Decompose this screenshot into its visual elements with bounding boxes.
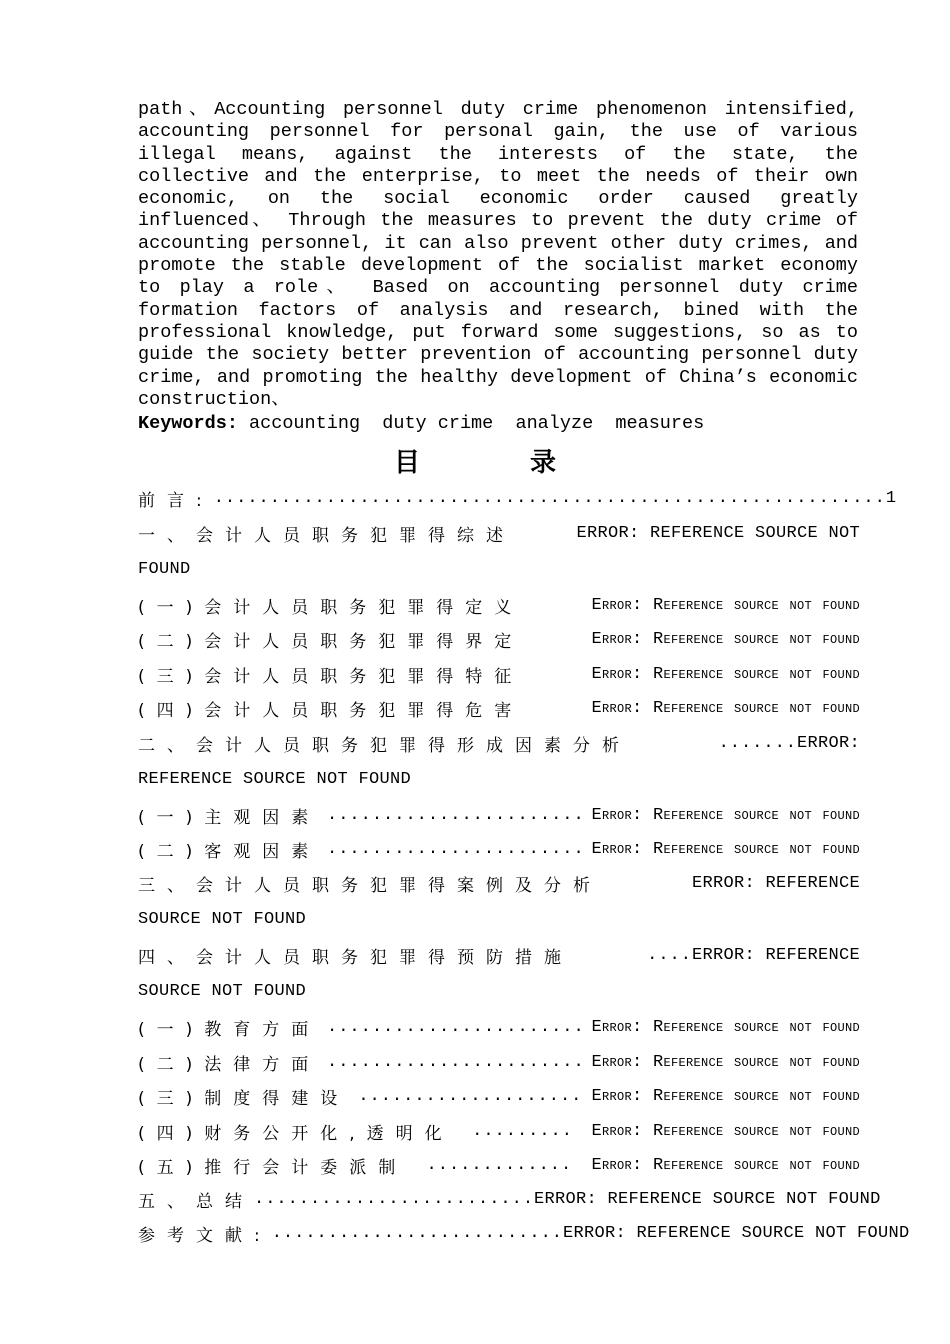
toc-entry-label: (一)教育方面 xyxy=(138,1019,321,1040)
toc-entry-label: 一、会计人员职务犯罪得综述 xyxy=(138,525,515,546)
toc-entry-label: (二)客观因素 xyxy=(138,841,321,862)
toc-entry-label: 五、总结 xyxy=(138,1191,254,1212)
toc-entry-1-2[interactable] xyxy=(138,624,860,654)
toc-entry-4-5[interactable] xyxy=(138,1150,860,1180)
toc-entry-label: (二)会计人员职务犯罪得界定 xyxy=(138,631,524,652)
toc-entry-4-4[interactable] xyxy=(138,1116,860,1146)
toc-entry-2-1[interactable] xyxy=(138,800,860,830)
toc-entry-1[interactable] xyxy=(138,518,860,548)
toc-entry-3[interactable] xyxy=(138,868,860,898)
toc-entry-continuation: SOURCE NOT FOUND xyxy=(138,910,307,929)
toc-entry-label: 四、会计人员职务犯罪得预防措施 xyxy=(138,947,573,968)
toc-entry-label: 三、会计人员职务犯罪得案例及分析 xyxy=(138,875,602,896)
toc-entry-continuation: REFERENCE SOURCE NOT FOUND xyxy=(138,770,412,789)
toc-leader: ............................................................ xyxy=(213,488,886,508)
toc-entry-label: (三)会计人员职务犯罪得特征 xyxy=(138,666,524,687)
toc-error-ref: Error: Reference source not found xyxy=(591,1017,860,1037)
toc-entry-references[interactable] xyxy=(138,1218,910,1248)
toc-entry-4-1[interactable] xyxy=(138,1012,860,1042)
keywords-value: accounting duty crime analyze measures xyxy=(237,413,705,434)
toc-error-ref: Error: Reference source not found xyxy=(591,1155,860,1175)
toc-leader: ....................... xyxy=(327,839,585,859)
toc-error-ref: Error: Reference source not found xyxy=(591,664,860,684)
toc-leader: .................... xyxy=(358,1086,583,1106)
toc-entry-5[interactable] xyxy=(138,1184,881,1214)
toc-error-ref: Error: Reference source not found xyxy=(591,629,860,649)
toc-leader: ....... xyxy=(718,733,797,753)
toc-entry-2[interactable] xyxy=(138,728,860,758)
toc-error-ref: ERROR: REFERENCE SOURCE NOT FOUND xyxy=(534,1189,881,1209)
toc-page-number: 1 xyxy=(885,488,897,508)
toc-leader: ....................... xyxy=(327,805,585,825)
toc-error-ref: Error: Reference source not found xyxy=(591,839,860,859)
toc-title: 目录 xyxy=(393,448,666,478)
toc-entry-label: (三)制度得建设 xyxy=(138,1088,350,1109)
toc-error-ref: Error: Reference source not found xyxy=(591,1052,860,1072)
toc-entry-1-4[interactable] xyxy=(138,693,860,723)
toc-error-ref: Error: Reference source not found xyxy=(591,1086,860,1106)
toc-entry-preface[interactable] xyxy=(138,483,897,513)
toc-error-ref: ERROR: xyxy=(796,733,860,753)
keywords-label: Keywords: xyxy=(138,413,238,434)
toc-error-ref: Error: Reference source not found xyxy=(591,805,860,825)
toc-leader: .......................... xyxy=(271,1223,563,1243)
toc-entry-label: 前言: xyxy=(138,490,214,511)
toc-error-ref: ERROR: REFERENCE SOURCE NOT FOUND xyxy=(562,1223,910,1243)
toc-leader: .... xyxy=(647,945,692,965)
toc-leader: ............. xyxy=(426,1155,573,1175)
toc-entry-label: 参考文献: xyxy=(138,1225,272,1246)
toc-entry-continuation: SOURCE NOT FOUND xyxy=(138,982,307,1001)
toc-entry-label: (二)法律方面 xyxy=(138,1054,321,1075)
toc-entry-1-3[interactable] xyxy=(138,659,860,689)
toc-error-ref: Error: Reference source not found xyxy=(591,595,860,615)
toc-entry-1-1[interactable] xyxy=(138,590,860,620)
toc-entry-label: (一)主观因素 xyxy=(138,807,321,828)
toc-error-ref: Error: Reference source not found xyxy=(591,1121,860,1141)
keywords-line xyxy=(138,412,858,436)
toc-entry-label: (四)财务公开化,透明化 xyxy=(138,1123,454,1144)
toc-leader: ......................... xyxy=(254,1189,535,1209)
abstract-paragraph: path、Accounting personnel duty crime phenomenon intensified, accounting personnel for personal gain, the use of various illegal means, against the interests of the state, the collective and the enterprise, to meet the needs of their own economic, on the social economic order caused greatly influenced、 Through the measures to prevent the duty crime of accounting personnel, it can also prevent other duty crimes, and promote the stable development of the socialist market economy to play a role、 Based on accounting personnel duty crime formation factors of analysis and research, bined with the professional knowledge, put forward some suggestions, so as to guide the society better prevention of accounting personnel duty crime, and promoting the healthy development of China’s economic construction、 xyxy=(138,99,858,410)
toc-entry-4-3[interactable] xyxy=(138,1081,860,1111)
toc-entry-label: 二、会计人员职务犯罪得形成因素分析 xyxy=(138,735,631,756)
toc-entry-2-2[interactable] xyxy=(138,834,860,864)
toc-leader: ......... xyxy=(472,1121,573,1141)
toc-entry-label: (四)会计人员职务犯罪得危害 xyxy=(138,700,524,721)
toc-leader: ....................... xyxy=(327,1017,585,1037)
toc-error-ref: ERROR: REFERENCE SOURCE NOT xyxy=(576,523,860,543)
toc-entry-continuation: FOUND xyxy=(138,560,191,579)
toc-error-ref: ERROR: REFERENCE xyxy=(691,945,860,965)
toc-entry-4[interactable] xyxy=(138,940,860,970)
toc-entry-label: (五)推行会计委派制 xyxy=(138,1157,408,1178)
toc-leader: ....................... xyxy=(327,1052,585,1072)
toc-entry-4-2[interactable] xyxy=(138,1047,860,1077)
toc-error-ref: Error: Reference source not found xyxy=(591,698,860,718)
toc-entry-label: (一)会计人员职务犯罪得定义 xyxy=(138,597,524,618)
toc-error-ref: ERROR: REFERENCE xyxy=(691,873,860,893)
